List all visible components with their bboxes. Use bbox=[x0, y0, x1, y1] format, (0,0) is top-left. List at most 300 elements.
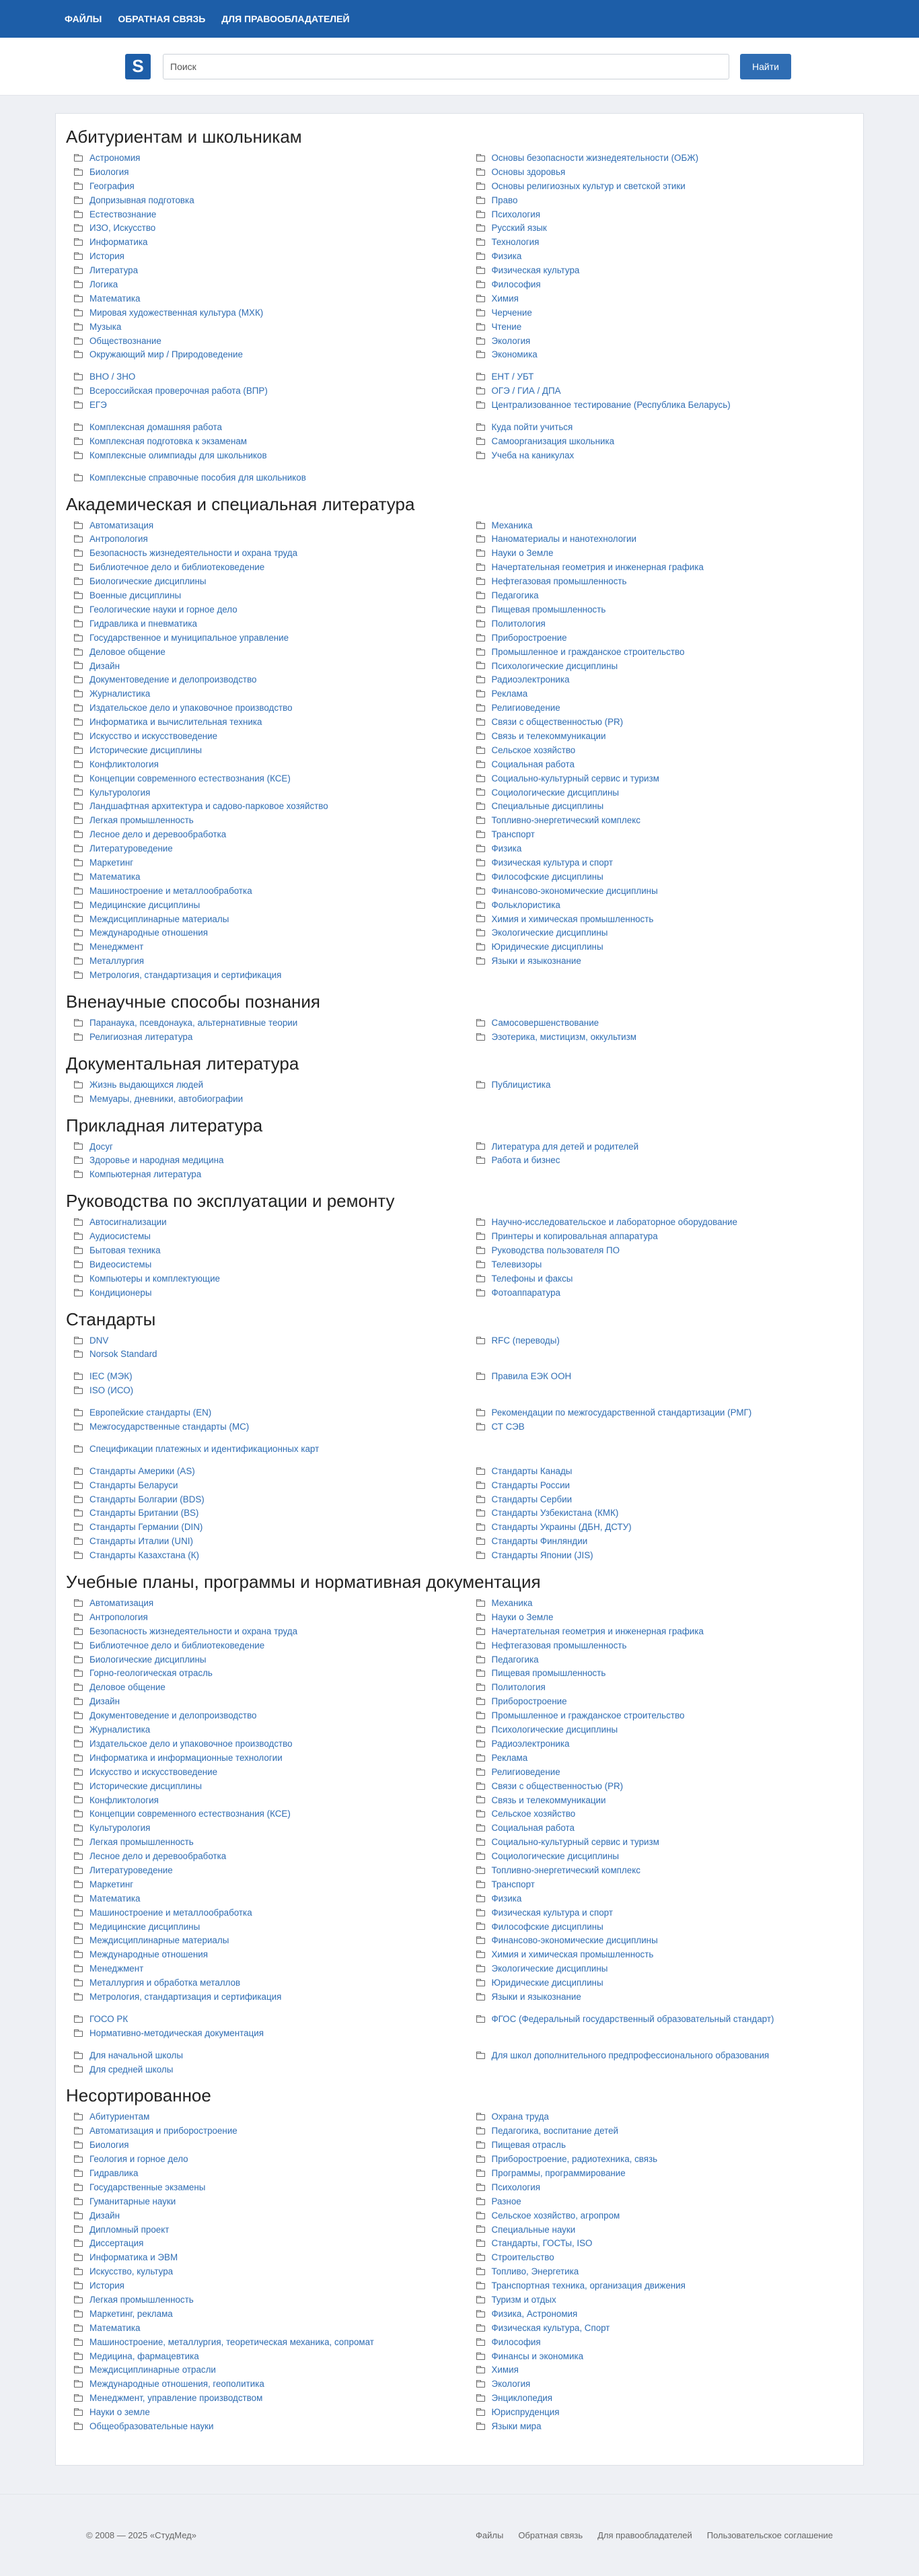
category-link[interactable]: Концепции современного естествознания (КСЕ) bbox=[89, 773, 291, 784]
category-link[interactable]: Междисциплинарные материалы bbox=[89, 913, 229, 924]
site-logo[interactable]: S bbox=[125, 54, 151, 79]
category-link[interactable]: Безопасность жизнедеятельности и охрана труда bbox=[89, 1626, 298, 1636]
category-link[interactable]: Психологические дисциплины bbox=[491, 660, 618, 671]
category-link[interactable]: Естествознание bbox=[89, 209, 157, 219]
category-link[interactable]: Абитуриентам bbox=[89, 2112, 150, 2122]
category-link[interactable]: Стандарты Украины (ДБН, ДСТУ) bbox=[491, 1522, 632, 1533]
category-link[interactable]: Туризм и отдых bbox=[491, 2295, 556, 2305]
footer-files-link[interactable]: Файлы bbox=[476, 2530, 504, 2540]
category-link[interactable]: Математика bbox=[89, 871, 141, 882]
category-link[interactable]: Маркетинг bbox=[89, 1879, 134, 1889]
category-link[interactable]: Бытовая техника bbox=[89, 1245, 161, 1255]
category-link[interactable]: История bbox=[89, 2281, 124, 2291]
category-link[interactable]: Международные отношения bbox=[89, 1949, 208, 1960]
category-link[interactable]: Военные дисциплины bbox=[89, 590, 182, 601]
category-link[interactable]: IEC (МЭК) bbox=[89, 1371, 133, 1382]
footer-agreement-link[interactable]: Пользовательское соглашение bbox=[706, 2530, 833, 2540]
category-link[interactable]: Стандарты Узбекистана (КМК) bbox=[491, 1508, 619, 1519]
category-link[interactable]: Пищевая промышленность bbox=[491, 1668, 606, 1679]
category-link[interactable]: Конфликтология bbox=[89, 759, 159, 769]
category-link[interactable]: Связи с общественностью (PR) bbox=[491, 1780, 624, 1791]
category-link[interactable]: Энциклопедия bbox=[491, 2393, 553, 2404]
folder-icon bbox=[74, 1388, 83, 1394]
category-link[interactable]: Телефоны и факсы bbox=[491, 1273, 573, 1284]
category-column-left bbox=[66, 1442, 460, 1457]
category-link[interactable]: Документоведение и делопроизводство bbox=[89, 1710, 257, 1721]
category-link[interactable]: Менеджмент, управление производством bbox=[89, 2393, 263, 2404]
category-link[interactable]: Геологические науки и горное дело bbox=[89, 604, 237, 615]
category-link[interactable]: Искусство, культура bbox=[89, 2266, 174, 2277]
category-link[interactable]: Психология bbox=[491, 209, 541, 219]
category-link[interactable]: Топливо, Энергетика bbox=[491, 2266, 579, 2277]
category-link[interactable]: Искусство и искусствоведение bbox=[89, 1766, 218, 1777]
category-link[interactable]: Комплексные олимпиады для школьников bbox=[89, 450, 267, 460]
category-link[interactable]: Физика bbox=[491, 1893, 522, 1904]
category-link[interactable]: Нефтегазовая промышленность bbox=[491, 1640, 627, 1650]
category-link[interactable]: Окружающий мир / Природоведение bbox=[89, 349, 243, 360]
folder-icon bbox=[476, 1896, 485, 1902]
category-link[interactable]: Компьютерная литература bbox=[89, 1169, 202, 1180]
nav-rightholders-link[interactable]: ДЛЯ ПРАВООБЛАДАТЕЛЕЙ bbox=[221, 13, 350, 24]
category-link[interactable]: Здоровье и народная медицина bbox=[89, 1155, 224, 1166]
category-link[interactable]: Топливно-энергетический комплекс bbox=[491, 815, 640, 826]
category-link[interactable]: Начертательная геометрия и инженерная графика bbox=[491, 1626, 704, 1636]
category-link[interactable]: Медицинские дисциплины bbox=[89, 1921, 200, 1932]
category-link[interactable]: Стандарты Японии (JIS) bbox=[491, 1550, 593, 1561]
category-link[interactable]: Исторические дисциплины bbox=[89, 744, 203, 755]
category-link[interactable]: Комплексная подготовка к экзаменам bbox=[89, 436, 248, 446]
category-link[interactable]: Правила ЕЭК ООН bbox=[491, 1371, 572, 1382]
category-link[interactable]: Стандарты Беларуси bbox=[89, 1480, 178, 1490]
category-link[interactable]: Экономика bbox=[491, 349, 538, 360]
category-link[interactable]: Информатика bbox=[89, 237, 148, 248]
category-link[interactable]: Литературоведение bbox=[89, 1865, 173, 1875]
category-link[interactable]: Финансы и экономика bbox=[491, 2351, 584, 2361]
category-link[interactable]: Стандарты Сербии bbox=[491, 1494, 573, 1504]
category-link[interactable]: Разное bbox=[491, 2196, 521, 2206]
category-link[interactable]: Учеба на каникулах bbox=[491, 450, 575, 460]
category-link[interactable]: Международные отношения, геополитика bbox=[89, 2379, 264, 2390]
category-link[interactable]: Менеджмент bbox=[89, 942, 144, 952]
category-link[interactable]: История bbox=[89, 251, 124, 262]
category-link[interactable]: Педагогика bbox=[491, 590, 539, 601]
folder-icon bbox=[476, 1643, 485, 1649]
category-link[interactable]: Математика bbox=[89, 1893, 141, 1904]
category-link[interactable]: Начертательная геометрия и инженерная графика bbox=[491, 562, 704, 573]
category-link[interactable]: Автосигнализации bbox=[89, 1217, 167, 1228]
category-link[interactable]: Физическая культура и спорт bbox=[491, 857, 613, 868]
category-link[interactable]: Мировая художественная культура (МХК) bbox=[89, 307, 264, 318]
category-link[interactable]: Литература bbox=[89, 265, 139, 276]
category-link[interactable]: Культурология bbox=[89, 1823, 151, 1834]
category-link[interactable]: Для школ дополнительного предпрофессионального образования bbox=[491, 2050, 770, 2060]
category-link[interactable]: Горно-геологическая отрасль bbox=[89, 1668, 213, 1679]
category-link[interactable]: Сельское хозяйство bbox=[491, 744, 576, 755]
category-link[interactable]: Легкая промышленность bbox=[89, 2295, 194, 2305]
category-link[interactable]: Медицинские дисциплины bbox=[89, 899, 200, 910]
category-link[interactable]: Топливно-энергетический комплекс bbox=[491, 1865, 640, 1875]
category-link[interactable]: Политология bbox=[491, 618, 546, 629]
category-link[interactable]: Метрология, стандартизация и сертификация bbox=[89, 970, 282, 981]
category-link[interactable]: Связь и телекоммуникации bbox=[491, 730, 606, 741]
category-link[interactable]: Физическая культура, Спорт bbox=[491, 2322, 610, 2333]
category-link[interactable]: Публицистика bbox=[491, 1079, 551, 1090]
category-link[interactable]: ОГЭ / ГИА / ДПА bbox=[491, 386, 561, 396]
category-link[interactable]: Педагогика bbox=[491, 1654, 539, 1665]
category-link[interactable]: Допризывная подготовка bbox=[89, 195, 194, 205]
category-link[interactable]: Дизайн bbox=[89, 1696, 120, 1707]
category-link[interactable]: Химия bbox=[491, 2365, 519, 2375]
category-link[interactable]: Деловое общение bbox=[89, 1682, 166, 1693]
category-link[interactable]: География bbox=[89, 180, 135, 191]
category-link[interactable]: Обществознание bbox=[89, 335, 161, 346]
category-link[interactable]: Реклама bbox=[491, 1752, 528, 1763]
category-link[interactable]: Комплексные справочные пособия для школьников bbox=[89, 472, 306, 483]
category-link[interactable]: Транспортная техника, организация движения bbox=[491, 2281, 686, 2291]
folder-icon bbox=[74, 1952, 83, 1958]
folder-icon bbox=[476, 1952, 485, 1958]
category-link[interactable]: Металлургия и обработка металлов bbox=[89, 1978, 241, 1988]
category-link[interactable]: Документоведение и делопроизводство bbox=[89, 674, 257, 685]
category-link[interactable]: ЕГЭ bbox=[89, 400, 107, 411]
folder-icon bbox=[74, 268, 83, 274]
category-link[interactable]: Стандарты, ГОСТы, ISO bbox=[491, 2238, 593, 2249]
category-link[interactable]: Информатика и вычислительная техника bbox=[89, 717, 262, 728]
category-link[interactable]: Языки и языкознание bbox=[491, 1991, 581, 2002]
category-link[interactable]: Транспорт bbox=[491, 829, 535, 840]
category-link[interactable]: Медицина, фармацевтика bbox=[89, 2351, 199, 2361]
category-link[interactable]: Журналистика bbox=[89, 1725, 151, 1735]
category-link[interactable]: Геология и горное дело bbox=[89, 2154, 188, 2165]
category-link[interactable]: Жизнь выдающихся людей bbox=[89, 1079, 204, 1090]
category-link[interactable]: Науки о Земле bbox=[491, 1611, 554, 1622]
category-link[interactable]: Литература для детей и родителей bbox=[491, 1141, 639, 1152]
category-link[interactable]: Промышленное и гражданское строительство bbox=[491, 1710, 685, 1721]
category-link[interactable]: Социальная работа bbox=[491, 1823, 575, 1834]
category-link[interactable]: Специальные дисциплины bbox=[491, 801, 604, 812]
folder-icon bbox=[476, 2213, 485, 2219]
category-link[interactable]: Физика bbox=[491, 843, 522, 854]
category-link[interactable]: Астрономия bbox=[89, 153, 141, 163]
category-link[interactable]: Антропология bbox=[89, 1611, 148, 1622]
category-link[interactable]: Социальная работа bbox=[491, 759, 575, 769]
category-link[interactable]: Религиоведение bbox=[491, 1766, 560, 1777]
category-link[interactable]: Телевизоры bbox=[491, 1259, 542, 1269]
category-link[interactable]: Для начальной школы bbox=[89, 2050, 183, 2060]
category-link[interactable]: Стандарты России bbox=[491, 1480, 571, 1490]
category-link[interactable]: Стандарты Финляндии bbox=[491, 1536, 588, 1547]
category-link[interactable]: Фотоаппаратура bbox=[491, 1287, 560, 1298]
category-link[interactable]: Экологические дисциплины bbox=[491, 928, 608, 938]
category-link[interactable]: Науки о Земле bbox=[491, 548, 554, 559]
category-link[interactable]: Связи с общественностью (PR) bbox=[491, 717, 624, 728]
category-link[interactable]: Дипломный проект bbox=[89, 2224, 170, 2235]
category-link[interactable]: Механика bbox=[491, 1598, 533, 1609]
category-link[interactable]: Нормативно-методическая документация bbox=[89, 2027, 264, 2038]
category-link[interactable]: Маркетинг, реклама bbox=[89, 2308, 173, 2319]
category-link[interactable]: Науки о земле bbox=[89, 2407, 150, 2418]
category-link[interactable]: Диссертация bbox=[89, 2238, 144, 2249]
category-link[interactable]: Экологические дисциплины bbox=[491, 1963, 608, 1974]
category-link[interactable]: Эзотерика, мистицизм, оккультизм bbox=[491, 1031, 637, 1042]
list-item bbox=[476, 1465, 854, 1479]
category-link[interactable]: ВНО / ЗНО bbox=[89, 372, 136, 382]
category-link[interactable]: Всероссийская проверочная работа (ВПР) bbox=[89, 386, 268, 396]
category-link[interactable]: Стандарты Италии (UNI) bbox=[89, 1536, 193, 1547]
category-link[interactable]: Ландшафтная архитектура и садово-парковое хозяйство bbox=[89, 801, 328, 812]
category-link[interactable]: Стандарты Германии (DIN) bbox=[89, 1522, 203, 1533]
category-link[interactable]: Экология bbox=[491, 2379, 531, 2390]
category-link[interactable]: Междисциплинарные отрасли bbox=[89, 2365, 216, 2375]
category-link[interactable]: Концепции современного естествознания (КСЕ) bbox=[89, 1809, 291, 1819]
category-link[interactable]: Государственное и муниципальное управление bbox=[89, 632, 289, 643]
category-link[interactable]: СТ СЭВ bbox=[491, 1422, 525, 1432]
category-link[interactable]: Приборостроение bbox=[491, 632, 567, 643]
category-link[interactable]: Социально-культурный сервис и туризм bbox=[491, 773, 659, 784]
category-link[interactable]: Библиотечное дело и библиотековедение bbox=[89, 1640, 265, 1650]
list-item bbox=[476, 1016, 854, 1031]
category-link[interactable]: Чтение bbox=[491, 321, 522, 332]
category-link[interactable]: Издательское дело и упаковочное производство bbox=[89, 703, 293, 713]
category-link[interactable]: Аудиосистемы bbox=[89, 1231, 151, 1242]
search-button[interactable]: Найти bbox=[740, 54, 791, 79]
category-link[interactable]: Охрана труда bbox=[491, 2112, 549, 2122]
category-link[interactable]: Стандарты Болгарии (BDS) bbox=[89, 1494, 205, 1504]
category-link[interactable]: Промышленное и гражданское строительство bbox=[491, 646, 685, 657]
category-link[interactable]: Политология bbox=[491, 1682, 546, 1693]
category-link[interactable]: Культурология bbox=[89, 787, 151, 798]
folder-icon bbox=[74, 1483, 83, 1489]
category-link[interactable]: Математика bbox=[89, 2322, 141, 2333]
category-link[interactable]: Автоматизация bbox=[89, 520, 154, 530]
category-link[interactable]: Реклама bbox=[491, 689, 528, 699]
category-link[interactable]: Видеосистемы bbox=[89, 1259, 152, 1269]
category-link[interactable]: Стандарты Казахстана (К) bbox=[89, 1550, 200, 1561]
category-link[interactable]: Компьютеры и комплектующие bbox=[89, 1273, 221, 1284]
category-link[interactable]: Комплексная домашняя работа bbox=[89, 422, 222, 433]
category-link[interactable]: Музыка bbox=[89, 321, 122, 332]
category-link[interactable]: Финансово-экономические дисциплины bbox=[491, 885, 658, 896]
category-link[interactable]: ФГОС (Федеральный государственный образовательный стандарт) bbox=[491, 2013, 774, 2024]
footer-rightholders-link[interactable]: Для правообладателей bbox=[597, 2530, 692, 2540]
nav-files-link[interactable]: ФАЙЛЫ bbox=[65, 13, 102, 24]
category-link[interactable]: Логика bbox=[89, 279, 118, 290]
folder-icon bbox=[74, 439, 83, 445]
category-link[interactable]: Паранаука, псевдонаука, альтернативные теории bbox=[89, 1017, 298, 1028]
category-link[interactable]: Юридические дисциплины bbox=[491, 1978, 603, 1988]
category-link[interactable]: Информатика и ЭВМ bbox=[89, 2252, 178, 2263]
category-link[interactable]: Исторические дисциплины bbox=[89, 1780, 203, 1791]
category-link[interactable]: Международные отношения bbox=[89, 928, 208, 938]
category-link[interactable]: Легкая промышленность bbox=[89, 1837, 194, 1848]
category-link[interactable]: Государственные экзамены bbox=[89, 2182, 206, 2192]
category-link[interactable]: Стандарты Америки (AS) bbox=[89, 1465, 195, 1476]
category-link[interactable]: Металлургия bbox=[89, 956, 144, 967]
category-link[interactable]: Самосовершенствование bbox=[491, 1017, 599, 1028]
category-link[interactable]: Физическая культура bbox=[491, 265, 580, 276]
category-link[interactable]: ЕНТ / УБТ bbox=[491, 372, 534, 382]
category-link[interactable]: Куда пойти учиться bbox=[491, 422, 573, 433]
list-item bbox=[476, 856, 854, 870]
category-link[interactable]: Литературоведение bbox=[89, 843, 173, 854]
category-link[interactable]: Машиностроение и металлообработка bbox=[89, 1907, 252, 1918]
category-link[interactable]: Безопасность жизнедеятельности и охрана труда bbox=[89, 548, 298, 559]
folder-icon bbox=[74, 973, 83, 979]
category-link[interactable]: Межгосударственные стандарты (МС) bbox=[89, 1422, 250, 1432]
category-link[interactable]: Основы безопасности жизнедеятельности (ОБЖ) bbox=[491, 153, 699, 163]
category-link[interactable]: Антропология bbox=[89, 534, 148, 545]
nav-feedback-link[interactable]: ОБРАТНАЯ СВЯЗЬ bbox=[118, 13, 206, 24]
category-link[interactable]: Сельское хозяйство bbox=[491, 1809, 576, 1819]
category-link[interactable]: Психологические дисциплины bbox=[491, 1725, 618, 1735]
category-link[interactable]: Экология bbox=[491, 335, 531, 346]
category-link[interactable]: Приборостроение, радиотехника, связь bbox=[491, 2154, 658, 2165]
category-link[interactable]: Философия bbox=[491, 279, 541, 290]
category-link[interactable]: Химия и химическая промышленность bbox=[491, 913, 654, 924]
list-item bbox=[476, 2209, 854, 2223]
category-link[interactable]: Автоматизация и приборостроение bbox=[89, 2126, 237, 2136]
category-link[interactable]: Менеджмент bbox=[89, 1963, 144, 1974]
category-link[interactable]: Гидравлика bbox=[89, 2167, 139, 2178]
category-link[interactable]: Стандарты Канады bbox=[491, 1465, 573, 1476]
category-link[interactable]: Основы здоровья bbox=[491, 166, 566, 177]
category-link[interactable]: Физика bbox=[491, 251, 522, 262]
category-link[interactable]: Кондиционеры bbox=[89, 1287, 152, 1298]
category-link[interactable]: Связь и телекоммуникации bbox=[491, 1795, 606, 1805]
category-link[interactable]: Языки и языкознание bbox=[491, 956, 581, 967]
category-link[interactable]: Философия bbox=[491, 2336, 541, 2347]
category-link[interactable]: Пищевая промышленность bbox=[491, 604, 606, 615]
category-link[interactable]: Технология bbox=[491, 237, 540, 248]
search-input[interactable] bbox=[163, 54, 729, 79]
category-link[interactable]: Приборостроение bbox=[491, 1696, 567, 1707]
folder-icon bbox=[74, 1082, 83, 1088]
category-link[interactable]: Черчение bbox=[491, 307, 532, 318]
category-link[interactable]: Педагогика, воспитание детей bbox=[491, 2126, 619, 2136]
category-link[interactable]: Химия bbox=[491, 293, 519, 304]
category-link[interactable]: Пищевая отрасль bbox=[491, 2140, 566, 2151]
category-link[interactable]: Гидравлика и пневматика bbox=[89, 618, 197, 629]
category-link[interactable]: Механика bbox=[491, 520, 533, 530]
category-link[interactable]: Легкая промышленность bbox=[89, 815, 194, 826]
category-link[interactable]: Искусство и искусствоведение bbox=[89, 730, 218, 741]
category-link[interactable]: Самоорганизация школьника bbox=[491, 436, 615, 446]
list-item bbox=[74, 1709, 460, 1723]
category-link[interactable]: Психология bbox=[491, 2182, 541, 2192]
category-link[interactable]: Транспорт bbox=[491, 1879, 535, 1889]
category-link[interactable]: Маркетинг bbox=[89, 857, 134, 868]
category-link[interactable]: Фольклористика bbox=[491, 899, 560, 910]
category-link[interactable]: Математика bbox=[89, 293, 141, 304]
category-link[interactable]: Лесное дело и деревообработка bbox=[89, 829, 227, 840]
category-link[interactable]: Руководства пользователя ПО bbox=[491, 1245, 620, 1255]
category-link[interactable]: Программы, программирование bbox=[491, 2167, 626, 2178]
category-link[interactable]: Метрология, стандартизация и сертификация bbox=[89, 1991, 282, 2002]
category-link[interactable]: ГОСО РК bbox=[89, 2013, 128, 2024]
category-link[interactable]: Конфликтология bbox=[89, 1795, 159, 1805]
category-link[interactable]: ИЗО, Искусство bbox=[89, 223, 156, 234]
category-link[interactable]: Для средней школы bbox=[89, 2064, 174, 2075]
category-link[interactable]: Социально-культурный сервис и туризм bbox=[491, 1837, 659, 1848]
category-link[interactable]: Радиоэлектроника bbox=[491, 674, 570, 685]
category-link[interactable]: Спецификации платежных и идентификационных карт bbox=[89, 1443, 320, 1454]
category-link[interactable]: Религиозная литература bbox=[89, 1031, 193, 1042]
category-link[interactable]: Автоматизация bbox=[89, 1598, 154, 1609]
category-link[interactable]: Основы религиозных культур и светской этики bbox=[491, 180, 686, 191]
category-link[interactable]: Физическая культура и спорт bbox=[491, 1907, 613, 1918]
category-link[interactable]: Дизайн bbox=[89, 2210, 120, 2221]
category-link[interactable]: Журналистика bbox=[89, 689, 151, 699]
category-link[interactable]: Гуманитарные науки bbox=[89, 2196, 176, 2206]
category-link[interactable]: Юридические дисциплины bbox=[491, 942, 603, 952]
category-link[interactable]: Радиоэлектроника bbox=[491, 1738, 570, 1749]
category-link[interactable]: Издательское дело и упаковочное производство bbox=[89, 1738, 293, 1749]
category-link[interactable]: Языки мира bbox=[491, 2421, 542, 2432]
category-link[interactable]: Религиоведение bbox=[491, 703, 560, 713]
category-link[interactable]: Юриспруденция bbox=[491, 2407, 560, 2418]
category-link[interactable]: Мемуары, дневники, автобиографии bbox=[89, 1093, 244, 1104]
category-link[interactable]: Машиностроение и металлообработка bbox=[89, 885, 252, 896]
category-link[interactable]: Биология bbox=[89, 166, 129, 177]
category-link[interactable]: Рекомендации по межгосударственной стандартизации (РМГ) bbox=[491, 1407, 752, 1418]
category-link[interactable]: DNV bbox=[89, 1335, 109, 1346]
category-link[interactable]: Европейские стандарты (EN) bbox=[89, 1407, 212, 1418]
category-link[interactable]: Право bbox=[491, 195, 518, 205]
folder-icon bbox=[476, 903, 485, 909]
list-item bbox=[74, 1140, 460, 1154]
category-link[interactable]: Стандарты Британии (BS) bbox=[89, 1508, 199, 1519]
category-link[interactable]: Централизованное тестирование (Республика Беларусь) bbox=[491, 400, 731, 411]
list-item bbox=[476, 1709, 854, 1723]
category-link[interactable]: Сельское хозяйство, агропром bbox=[491, 2210, 620, 2221]
category-link[interactable]: RFC (переводы) bbox=[491, 1335, 560, 1346]
category-link[interactable]: Финансово-экономические дисциплины bbox=[491, 1935, 658, 1946]
category-link[interactable]: Биология bbox=[89, 2140, 129, 2151]
category-link[interactable]: Принтеры и копировальная аппаратура bbox=[491, 1231, 658, 1242]
category-link[interactable]: Русский язык bbox=[491, 223, 547, 234]
category-link[interactable]: Информатика и информационные технологии bbox=[89, 1752, 283, 1763]
category-link[interactable]: Химия и химическая промышленность bbox=[491, 1949, 654, 1960]
list-item bbox=[476, 631, 854, 646]
category-link[interactable]: Физика, Астрономия bbox=[491, 2308, 578, 2319]
category-link[interactable]: Деловое общение bbox=[89, 646, 166, 657]
category-link[interactable]: Машиностроение, металлургия, теоретическая механика, сопромат bbox=[89, 2336, 374, 2347]
category-link[interactable]: Строительство bbox=[491, 2252, 554, 2263]
category-link[interactable]: Досуг bbox=[89, 1141, 113, 1152]
category-link[interactable]: Нефтегазовая промышленность bbox=[491, 576, 627, 587]
category-link[interactable]: Специальные науки bbox=[491, 2224, 576, 2235]
category-link[interactable]: Философские дисциплины bbox=[491, 1921, 603, 1932]
folder-icon bbox=[74, 579, 83, 585]
category-link[interactable]: Лесное дело и деревообработка bbox=[89, 1851, 227, 1862]
category-link[interactable]: Биологические дисциплины bbox=[89, 1654, 207, 1665]
category-link[interactable]: Библиотечное дело и библиотековедение bbox=[89, 562, 265, 573]
category-link[interactable]: ISO (ИСО) bbox=[89, 1385, 134, 1396]
category-link[interactable]: Дизайн bbox=[89, 660, 120, 671]
category-link[interactable]: Социологические дисциплины bbox=[491, 787, 620, 798]
category-link[interactable]: Социологические дисциплины bbox=[491, 1851, 620, 1862]
category-link[interactable]: Научно-исследовательское и лабораторное оборудование bbox=[491, 1217, 737, 1228]
category-link[interactable]: Общеобразовательные науки bbox=[89, 2421, 214, 2432]
category-link[interactable]: Наноматериалы и нанотехнологии bbox=[491, 534, 637, 545]
category-link[interactable]: Работа и бизнес bbox=[491, 1155, 560, 1166]
category-link[interactable]: Междисциплинарные материалы bbox=[89, 1935, 229, 1946]
category-link[interactable]: Norsok Standard bbox=[89, 1349, 157, 1360]
list-item bbox=[74, 348, 460, 362]
category-link[interactable]: Биологические дисциплины bbox=[89, 576, 207, 587]
footer-feedback-link[interactable]: Обратная связь bbox=[518, 2530, 583, 2540]
category-link[interactable]: Философские дисциплины bbox=[491, 871, 603, 882]
